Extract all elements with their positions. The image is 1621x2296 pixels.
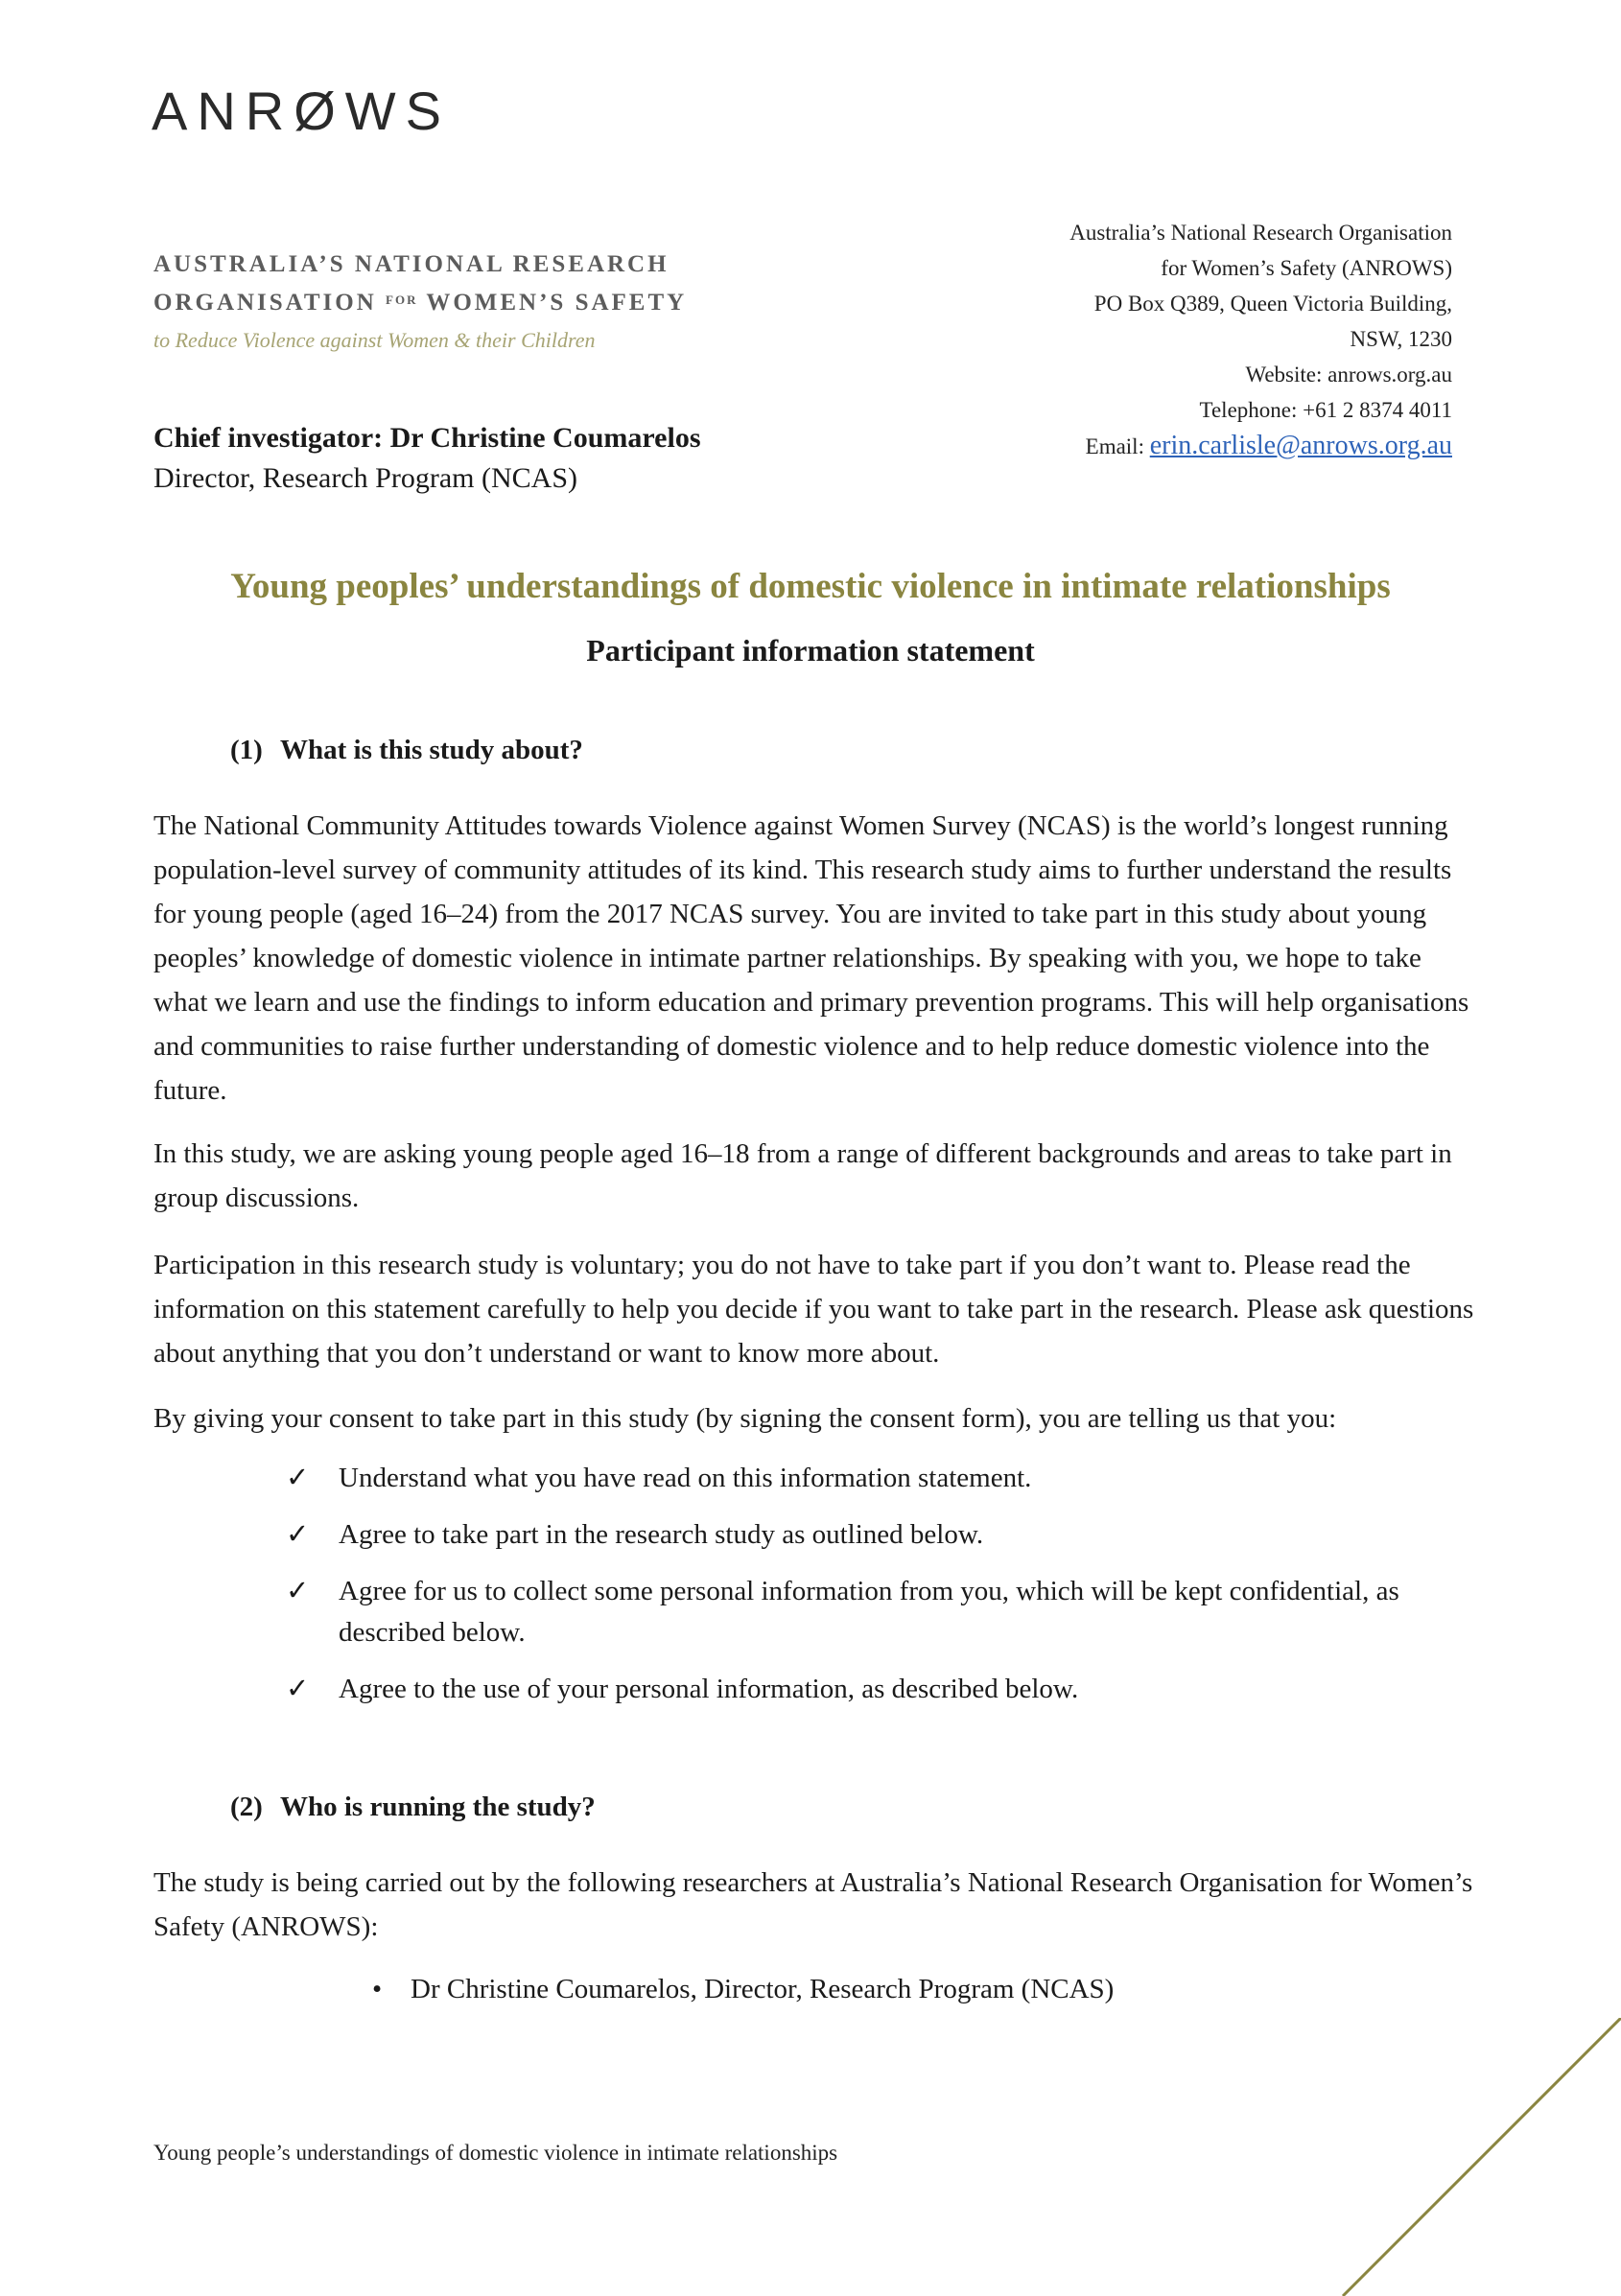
org-name-line1: AUSTRALIA’S NATIONAL RESEARCH: [153, 251, 670, 277]
anrows-logo: ANRØWS: [152, 81, 451, 141]
org-name-organisation: ORGANISATION: [153, 290, 377, 316]
researcher-list-item: [372, 1974, 1115, 2005]
address-telephone: Telephone: +61 2 8374 4011: [1199, 398, 1452, 422]
address-email-row: [877, 428, 1452, 464]
section1-paragraph3: Participation in this research study is voluntary; you do not have to take part if you don’t want to. Please read the information on this statement carefully to help you decide if you want to take part in the research. Please ask questions about anything that you don’t understand or want to know more about.: [153, 1250, 1474, 1369]
check-icon: ✓: [286, 1576, 310, 1606]
section2-number: (2): [230, 1792, 263, 1822]
checklist-item-text: Understand what you have read on this information statement.: [339, 1463, 1032, 1493]
consent-checklist: [286, 1458, 1475, 1725]
org-name-womens-safety: WOMEN’S SAFETY: [426, 290, 688, 316]
section1-paragraph1: The National Community Attitudes towards Violence against Women Survey (NCAS) is the world’s longest running population-level survey of community attitudes of its kind. This research study aims to further understand the results for young people (aged 16–24) from the 2017 NCAS survey. You are invited to take part in this study about young peoples’ knowledge of domestic violence in intimate partner relationships. By speaking with you, we hope to take what we learn and use the findings to inform education and primary prevention programs. This will help organisations and communities to raise further understanding of domestic violence and to help reduce domestic violence into the future.: [153, 810, 1469, 1106]
section2-heading: [230, 1792, 596, 1823]
bullet-icon: •: [372, 1974, 383, 2004]
section1-heading-text: What is this study about?: [280, 735, 583, 765]
checklist-item: [286, 1458, 1475, 1499]
org-name-line2: [153, 290, 687, 316]
address-line4: NSW, 1230: [1350, 327, 1452, 351]
section1-number: (1): [230, 735, 263, 765]
check-icon: ✓: [286, 1519, 310, 1550]
checklist-item-text: Agree to take part in the research study as outlined below.: [339, 1519, 984, 1550]
contact-address: [877, 215, 1452, 464]
chief-investigator: Chief investigator: Dr Christine Coumarelos: [153, 422, 701, 454]
checklist-item-text: Agree for us to collect some personal information from you, which will be kept confidential, as described below.: [339, 1576, 1399, 1648]
address-line2: for Women’s Safety (ANROWS): [1161, 256, 1452, 280]
org-tagline: to Reduce Violence against Women & their Children: [153, 328, 596, 352]
checklist-item: [286, 1571, 1475, 1653]
checklist-item: [286, 1669, 1475, 1710]
check-icon: ✓: [286, 1463, 310, 1493]
checklist-item-text: Agree to the use of your personal information, as described below.: [339, 1674, 1079, 1704]
org-name-for: FOR: [386, 293, 418, 307]
corner-line-stroke: [1343, 2018, 1621, 2296]
email-label: Email:: [1085, 434, 1150, 458]
document-title: Young peoples’ understandings of domestic violence in intimate relationships: [230, 567, 1391, 606]
section1-heading: [230, 735, 583, 766]
address-line3: PO Box Q389, Queen Victoria Building,: [1093, 292, 1452, 316]
checklist-item: [286, 1514, 1475, 1556]
address-website: Website: anrows.org.au: [1245, 363, 1452, 387]
check-icon: ✓: [286, 1674, 310, 1704]
section1-paragraph4: By giving your consent to take part in this study (by signing the consent form), you are telling us that you:: [153, 1403, 1337, 1434]
document-subtitle: Participant information statement: [586, 633, 1035, 668]
corner-decoration-line: [1333, 2018, 1621, 2296]
page-footer: Young people’s understandings of domestic violence in intimate relationships: [153, 2141, 838, 2165]
email-link[interactable]: erin.carlisle@anrows.org.au: [1149, 431, 1452, 460]
address-line1: Australia’s National Research Organisation: [1069, 221, 1452, 245]
investigator-role: Director, Research Program (NCAS): [153, 462, 578, 494]
researcher-name: Dr Christine Coumarelos, Director, Research Program (NCAS): [411, 1974, 1115, 2004]
section2-heading-text: Who is running the study?: [280, 1792, 596, 1822]
section2-paragraph1: The study is being carried out by the following researchers at Australia’s National Research Organisation for Women’s Safety (ANROWS):: [153, 1867, 1473, 1942]
section1-paragraph2: In this study, we are asking young people aged 16–18 from a range of different backgrounds and areas to take part in group discussions.: [153, 1138, 1452, 1213]
